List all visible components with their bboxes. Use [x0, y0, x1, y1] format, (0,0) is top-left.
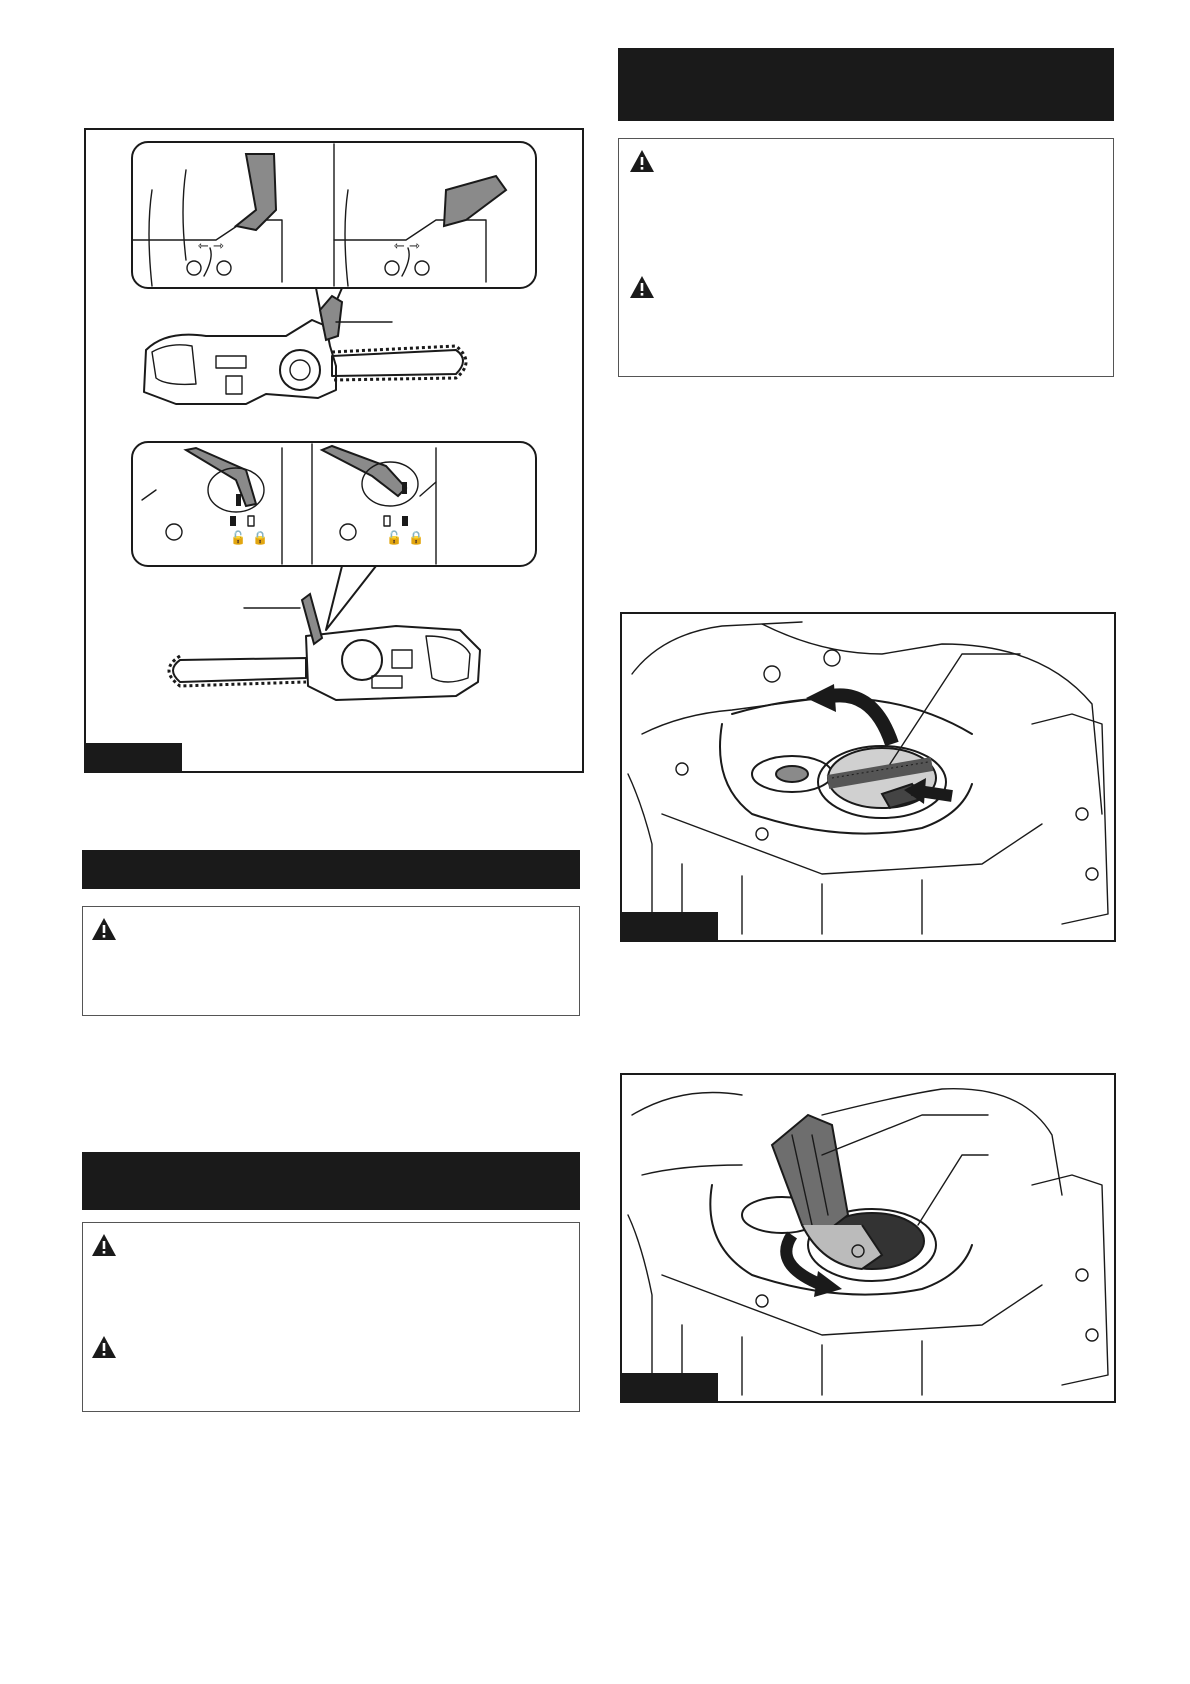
warning-triangle-icon	[91, 1335, 117, 1359]
warning-triangle-icon	[629, 149, 655, 173]
figure-tag	[622, 912, 718, 940]
chain-saw-chain-brake-illustration	[86, 130, 582, 771]
warning-box	[82, 1222, 580, 1412]
figure-chain-brake	[84, 128, 584, 773]
svg-text:🔒: 🔒	[408, 531, 425, 546]
oil-tank-cap-remove-illustration	[622, 1075, 1114, 1401]
section-header-bar	[82, 850, 580, 889]
svg-text:🔒: 🔒	[252, 531, 269, 546]
warning-triangle-icon	[91, 917, 117, 941]
figure-oil-cap-open	[620, 612, 1116, 942]
svg-text:🔓: 🔓	[230, 531, 247, 546]
figure-tag	[86, 743, 182, 771]
warning-box	[82, 906, 580, 1016]
warning-triangle-icon	[629, 275, 655, 299]
svg-text:🔓: 🔓	[386, 531, 403, 546]
warning-triangle-icon	[91, 1233, 117, 1257]
figure-tag	[622, 1373, 718, 1401]
warning-box	[618, 138, 1114, 377]
svg-text:⇽ ⇾: ⇽ ⇾	[394, 239, 420, 254]
section-header-bar	[618, 48, 1114, 121]
oil-tank-cap-open-illustration	[622, 614, 1114, 940]
svg-text:⇽ ⇾: ⇽ ⇾	[198, 239, 224, 254]
figure-oil-cap-remove	[620, 1073, 1116, 1403]
section-header-bar	[82, 1152, 580, 1210]
